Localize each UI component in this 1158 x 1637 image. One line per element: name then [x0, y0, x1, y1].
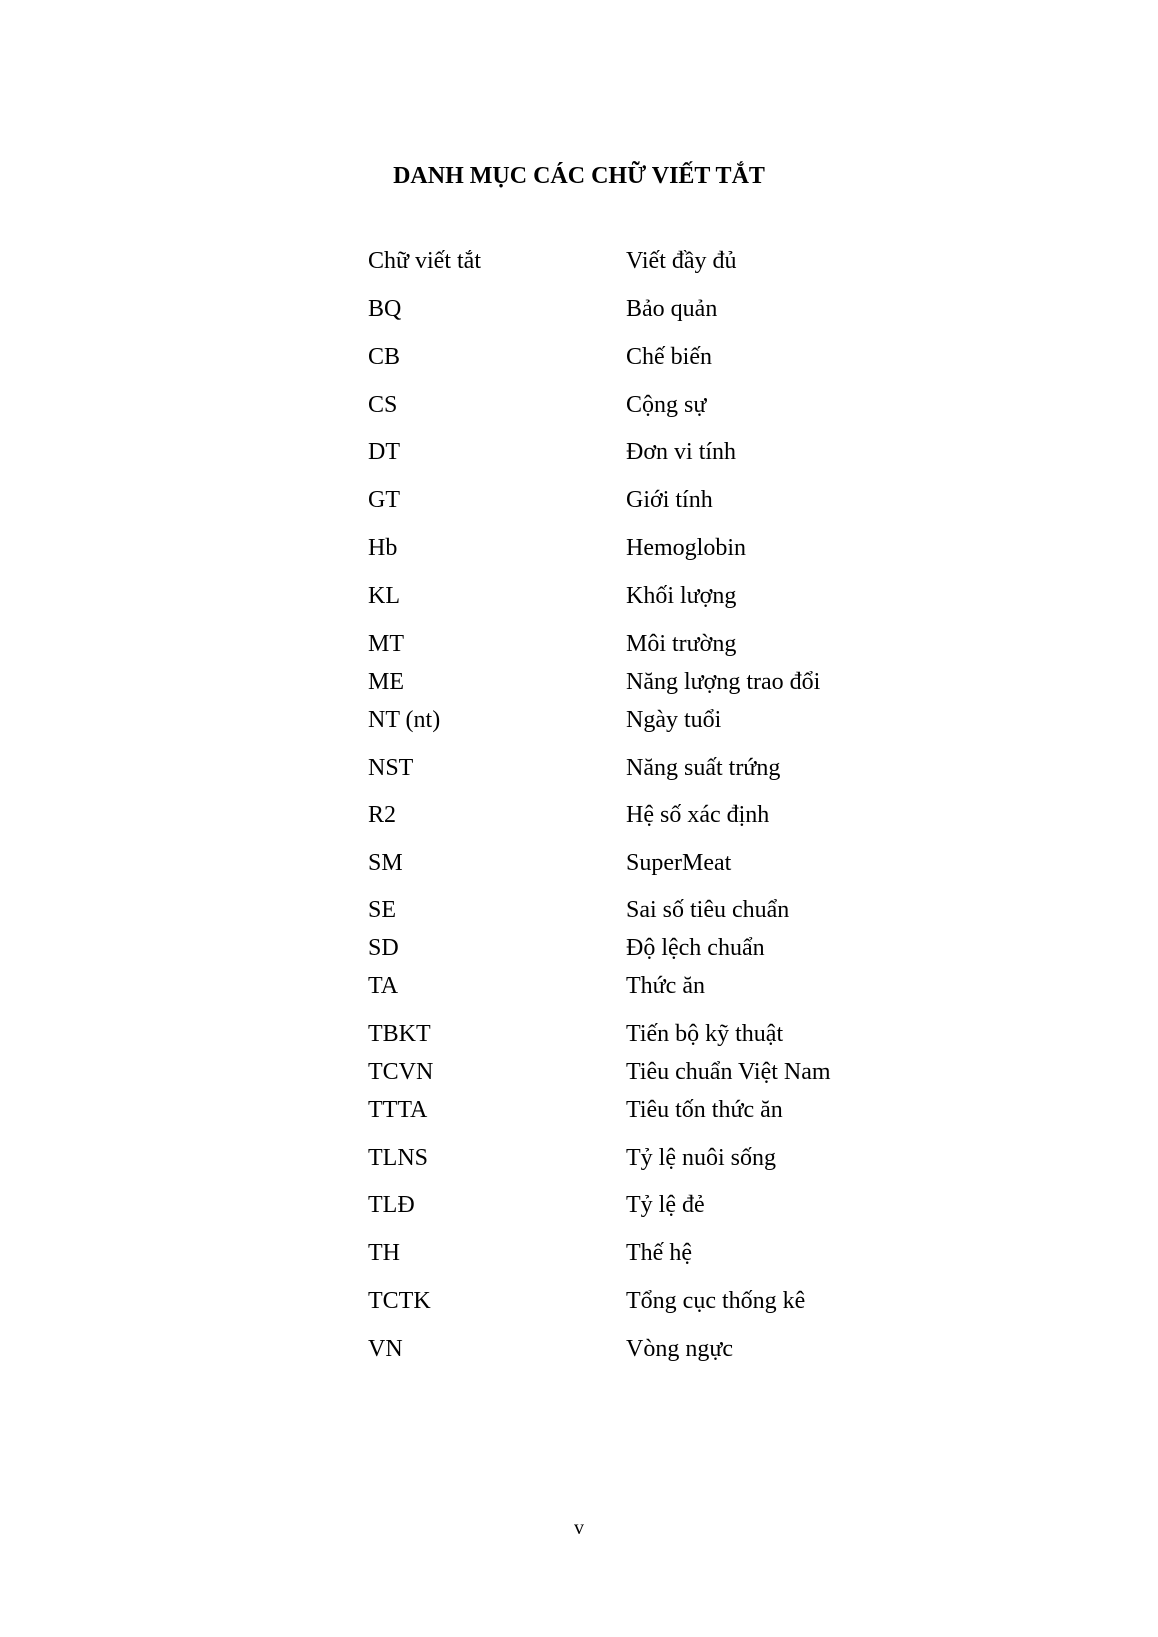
abbreviation: SM — [368, 850, 403, 876]
abbreviation: SD — [368, 935, 399, 961]
full-form: Khối lượng — [626, 583, 737, 609]
table-row — [0, 848, 1158, 878]
abbreviation: TTTA — [368, 1097, 428, 1123]
full-form: Tiến bộ kỹ thuật — [626, 1021, 784, 1047]
header-full-form: Viết đầy đủ — [626, 248, 737, 274]
page-number: v — [574, 1517, 584, 1539]
table-row — [0, 629, 1158, 659]
full-form: Ngày tuổi — [626, 707, 722, 733]
full-form: Sai số tiêu chuẩn — [626, 897, 790, 923]
full-form: Tỷ lệ đẻ — [626, 1192, 705, 1218]
full-form: Năng suất trứng — [626, 755, 781, 781]
table-row — [0, 1019, 1158, 1049]
full-form: SuperMeat — [626, 850, 732, 876]
abbreviation: TBKT — [368, 1021, 431, 1047]
full-form: Tiêu tốn thức ăn — [626, 1097, 783, 1123]
abbreviation: CB — [368, 344, 401, 370]
full-form: Năng lượng trao đổi — [626, 669, 821, 695]
table-row — [0, 437, 1158, 467]
abbreviation: TA — [368, 973, 399, 999]
full-form: Đơn vi tính — [626, 439, 737, 465]
full-form: Môi trường — [626, 631, 737, 657]
table-row — [0, 1286, 1158, 1316]
full-form: Cộng sự — [626, 392, 707, 418]
abbreviation: BQ — [368, 296, 402, 322]
table-row — [0, 800, 1158, 830]
full-form: Độ lệch chuẩn — [626, 935, 765, 961]
abbreviation: Hb — [368, 535, 398, 561]
page-title: DANH MỤC CÁC CHỮ VIẾT TẮT — [393, 163, 765, 189]
abbreviation: KL — [368, 583, 400, 609]
full-form: Tỷ lệ nuôi sống — [626, 1145, 776, 1171]
abbreviation: TH — [368, 1240, 400, 1266]
full-form: Chế biến — [626, 344, 712, 370]
table-row — [0, 1238, 1158, 1268]
full-form: Tổng cục thống kê — [626, 1288, 806, 1314]
table-row — [0, 933, 1158, 963]
table-row — [0, 294, 1158, 324]
full-form: Giới tính — [626, 487, 713, 513]
full-form: Hemoglobin — [626, 535, 746, 561]
table-row — [0, 342, 1158, 372]
table-row — [0, 485, 1158, 515]
full-form: Vòng ngực — [626, 1336, 733, 1362]
full-form: Thức ăn — [626, 973, 705, 999]
full-form: Hệ số xác định — [626, 802, 770, 828]
table-row — [0, 1334, 1158, 1364]
abbreviation: VN — [368, 1336, 403, 1362]
table-row — [0, 895, 1158, 925]
abbreviation: CS — [368, 392, 398, 418]
table-row — [0, 1057, 1158, 1087]
abbreviation: ME — [368, 669, 404, 695]
table-row — [0, 390, 1158, 420]
abbreviation: SE — [368, 897, 397, 923]
abbreviation: NT (nt) — [368, 707, 441, 733]
abbreviation: DT — [368, 439, 400, 465]
abbreviation: TLNS — [368, 1145, 428, 1171]
abbreviation: MT — [368, 631, 404, 657]
header-abbreviation: Chữ viết tắt — [368, 248, 481, 274]
table-row — [0, 971, 1158, 1001]
table-row — [0, 753, 1158, 783]
full-form: Tiêu chuẩn Việt Nam — [626, 1059, 831, 1085]
table-row — [0, 1143, 1158, 1173]
table-row — [0, 705, 1158, 735]
full-form: Thế hệ — [626, 1240, 692, 1266]
abbreviation: GT — [368, 487, 400, 513]
abbreviation: R2 — [368, 802, 397, 828]
abbreviation: TCTK — [368, 1288, 431, 1314]
table-row — [0, 667, 1158, 697]
table-row — [0, 1095, 1158, 1125]
full-form: Bảo quản — [626, 296, 718, 322]
abbreviation: NST — [368, 755, 414, 781]
abbreviation: TCVN — [368, 1059, 434, 1085]
table-row — [0, 533, 1158, 563]
table-row — [0, 1190, 1158, 1220]
abbreviation: TLĐ — [368, 1192, 415, 1218]
table-header-row — [0, 246, 1158, 276]
table-row — [0, 581, 1158, 611]
